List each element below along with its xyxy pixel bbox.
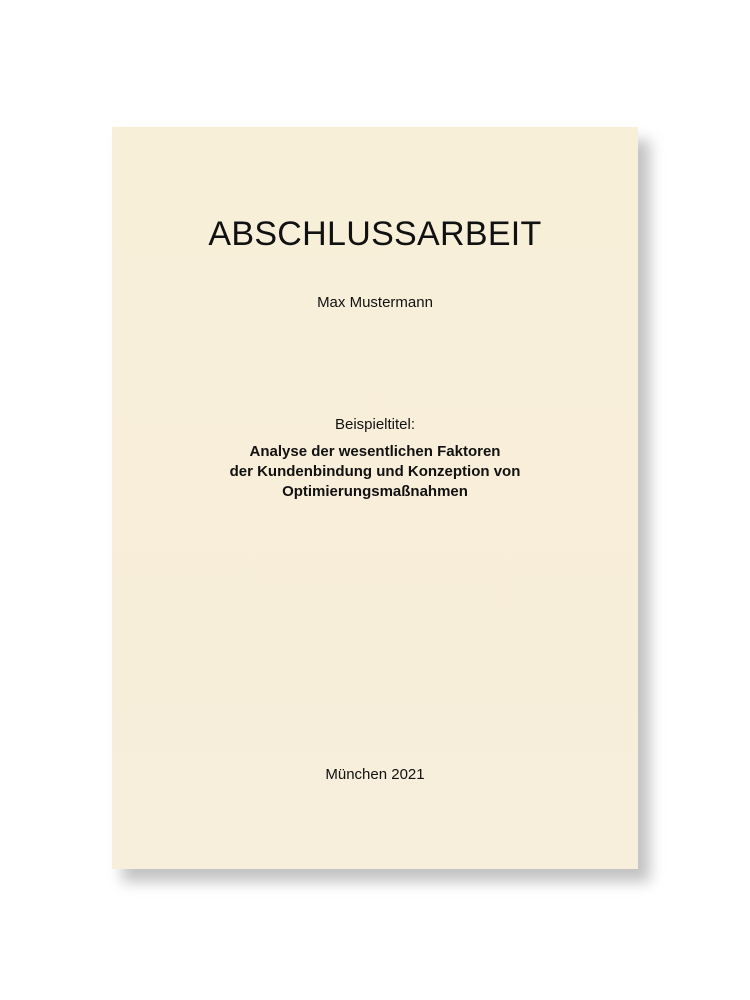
place-and-year: München 2021 — [325, 766, 425, 783]
subtitle-line-1: Analyse der wesentlichen Faktoren — [249, 443, 501, 460]
cover-author: Max Mustermann — [317, 294, 433, 311]
book-cover — [112, 127, 638, 869]
subtitle-line-3: Optimierungsmaßnahmen — [282, 483, 468, 500]
subtitle-line-2: der Kundenbindung und Konzeption von — [229, 463, 521, 480]
subtitle-label: Beispieltitel: — [334, 416, 416, 433]
cover-subtitle — [112, 442, 638, 502]
cover-title: ABSCHLUSSARBEIT — [208, 215, 542, 253]
